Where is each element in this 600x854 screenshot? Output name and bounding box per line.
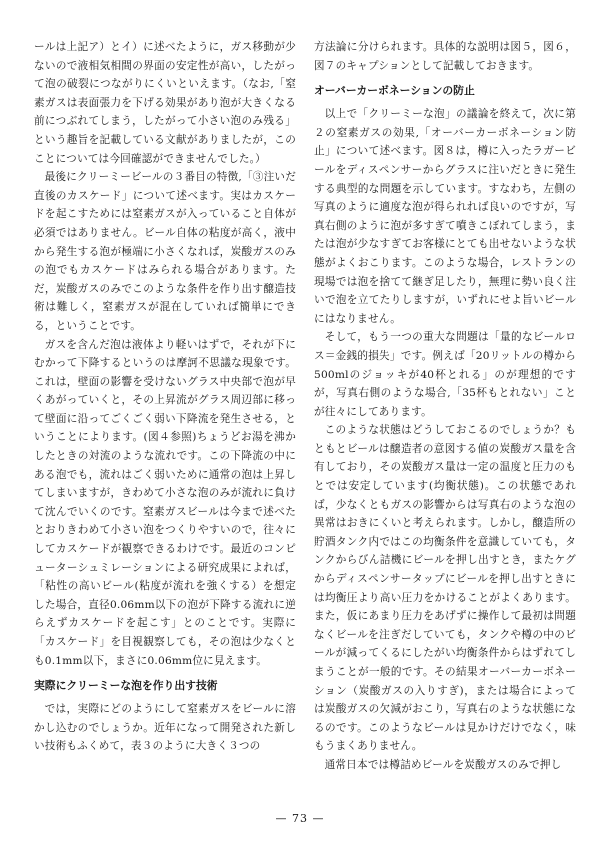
section-heading-creamy-foam-technology: 実際にクリーミーな泡を作り出す技術 (34, 679, 218, 693)
left-paragraph-1: ールは上記ア）とイ）に述べたように，ガス移動が少ないので液相気相間の界面の安定性が高い，したがって泡の破裂につながりにくいといえます。（なお,「窒素ガスは表面張力を下げる効果があり泡が大きくなる前につぶれてしまう，したがって小さい泡のみ残る」という趣旨を記載している文献がありましたが，このことについては今回確認ができませんでした。） (34, 41, 296, 165)
section-heading-overcarbonation-prevention: オーバーカーボネーションの防止 (314, 84, 475, 98)
left-paragraph-2: 最後にクリーミービールの３番目の特徴,「③注いだ直後のカスケード」について述べます。実はカスケードを起こすためには窒素ガスが入っていること自体が必須ではありません。ビール自体の粘度が高く，液中から発生する泡が極端に小さくなれば，炭酸ガスのみの泡でもカスケードはみられる場合があります。ただ，炭酸ガスのみでこのような条件を作り出す醸造技術は難しく，窒素ガスが混在していれば簡単にできる，ということです。 (34, 171, 296, 332)
right-paragraph-2: 以上で「クリーミーな泡」の議論を終えて，次に第２の窒素ガスの効果,「オーバーカーボネーション防止」について述べます。図８は，樽に入ったラガービールをディスペンサーからグラスに注いだときに発生する典型的な問題を示しています。すなわち，左側の写真のように適度な泡が得られれば良いのですが，写真右側のように泡が多すぎて噴きこぼれてしまう，または泡が少なすぎてお客様にとても出せないような状態がよくおこります。このような場合，レストランの現場では泡を捨てて継ぎ足したり，無理に勢い良く注いで泡を立てたりしますが，いずれにせよ旨いビールにはなりません。 (314, 108, 576, 325)
left-paragraph-4: では，実際にどのようにして窒素ガスをビールに溶かし込むのでしょうか。近年になって開発された新しい技術もふくめて，表３のように大きく３つの (34, 703, 296, 753)
right-column (314, 38, 576, 775)
right-paragraph-4: このような状態はどうしておこるのでしょうか？もともとビールは醸造者の意図する値の炭酸ガス量を含有しており，その炭酸ガス量は一定の温度と圧力のもとでは安定しています(均衡状態)。この状態であれば，少なくともガスの影響からは写真右のような泡の異常はおきにくいと考えられます。しかし，醸造所の貯酒タンク内ではこの均衡条件を意識していても，タンクからびん詰機にビールを押し出すとき，またケグからディスペンサータップにビールを押し出すときには均衡圧より高い圧力をかけることがよくあります。また，仮にあまり圧力をあげずに操作して最初は問題なくビールを注ぎだしていても，タンクや樽の中のビールが減ってくるにしたがい均衡条件からはずれてしまうことが一般的です。その結果オーバーカーボネーション（炭酸ガスの入りすぎ)，または場合によっては炭酸ガスの欠減がおこり，写真右のような状態になるのです。このようなビールは見かけだけでなく，味もうまくありません。 (314, 424, 576, 753)
right-paragraph-5: 通常日本では樽詰めビールを炭酸ガスのみで押し (324, 758, 562, 771)
left-paragraph-3: ガスを含んだ泡は液体より軽いはずで，それが下にむかって下降するというのは摩訶不思議な現象です。これは，壁面の影響を受けないグラス中央部で泡が早くあがっていくと，その上昇流がグラス周辺部に移って壁面に沿ってごくごく弱い下降流を発生させる，ということによります。(図４参照)ちょうどお湯を沸かしたときの対流のような流れです。この下降流の中にある泡でも，流れはごく弱いために通常の泡は上昇してしまいますが，きわめて小さな泡のみが流れに負けて沈んでいくのです。窒素ガスビールは今まで述べたとおりきわめて小さい泡をつくりやすいので，往々にしてカスケードが観察できるわけです。最近のコンピューターシュミレーションによる研究成果によれば，「粘性の高いビール(粘度が流れを強くする）を想定した場合，直径0.06mm以下の泡が下降する流れに逆らえずカスケードを起こす」とのことです。実際に「カスケード」を目視観察しても，その泡は少なくとも0.1mm以下，まさに0.06mm位に見えます。 (34, 338, 296, 667)
page-number: — 73 — (275, 812, 325, 825)
left-column (34, 38, 296, 756)
right-paragraph-1: 方法論に分けられます。具体的な説明は図５，図６，図７のキャプションとして記載しておきます。 (314, 41, 576, 72)
right-paragraph-3: そして，もう一つの重大な問題は「量的なビールロス＝金銭的損失」です。例えば「20リットルの樽から500mlのジョッキが40杯とれる」のが理想的ですが，写真右側のような場合,「35杯もとれない」ことが往々にしてあります。 (314, 331, 576, 418)
